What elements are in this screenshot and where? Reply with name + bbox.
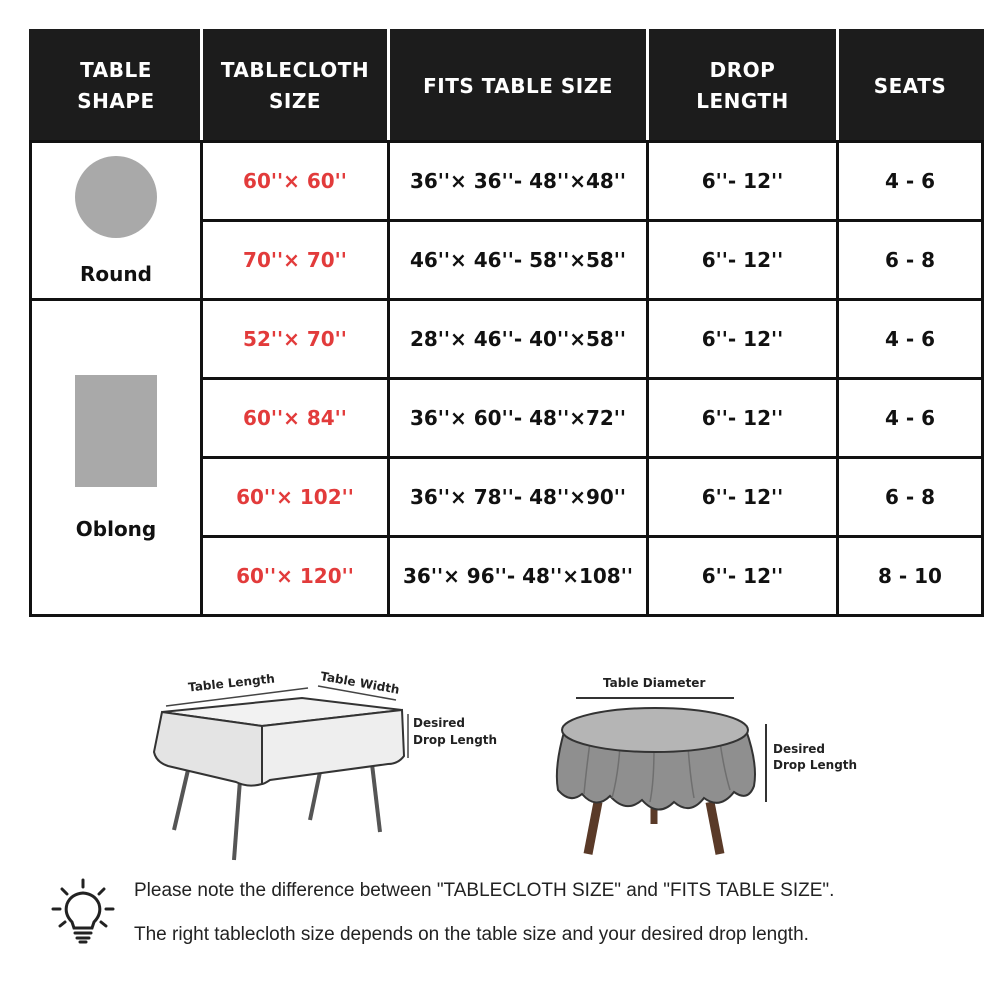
size-chart-table — [29, 29, 984, 617]
seats-cell: 4 - 6 — [838, 379, 983, 458]
fits-size-cell: 36''× 36''- 48''×48'' — [389, 142, 648, 221]
table-header — [31, 31, 983, 142]
shape-label: Round — [80, 261, 152, 286]
tablecloth-size-cell: 60''× 84'' — [202, 379, 389, 458]
header-drop-length: DROP LENGTH — [648, 31, 838, 142]
seats-cell: 6 - 8 — [838, 221, 983, 300]
fits-size-cell: 36''× 78''- 48''×90'' — [389, 458, 648, 537]
seats-cell: 8 - 10 — [838, 537, 983, 616]
seats-cell: 4 - 6 — [838, 142, 983, 221]
seats-cell: 4 - 6 — [838, 300, 983, 379]
shape-cell-round — [31, 142, 202, 300]
drop-length-label-line2: Drop Length — [773, 758, 858, 772]
drop-length-cell: 6''- 12'' — [648, 458, 838, 537]
header-fits-table-size: FITS TABLE SIZE — [389, 31, 648, 142]
shape-cell-oblong — [31, 300, 202, 616]
tablecloth-front-drop — [154, 712, 262, 786]
header-table-shape: TABLE SHAPE — [31, 31, 202, 142]
table-leg — [588, 802, 598, 854]
fits-size-cell: 46''× 46''- 58''×58'' — [389, 221, 648, 300]
drop-length-label-line1: Desired — [413, 716, 466, 730]
table-row — [31, 142, 983, 221]
note-line-2: The right tablecloth size depends on the table size and your desired drop length. — [134, 924, 809, 945]
rectangle-shape-icon — [75, 375, 157, 487]
table-leg — [174, 770, 188, 830]
round-tablecloth-top — [562, 708, 748, 752]
drop-length-cell: 6''- 12'' — [648, 142, 838, 221]
shape-label: Oblong — [75, 516, 157, 541]
drop-length-cell: 6''- 12'' — [648, 379, 838, 458]
tablecloth-size-cell: 60''× 102'' — [202, 458, 389, 537]
fits-size-cell: 28''× 46''- 40''×58'' — [389, 300, 648, 379]
drop-length-cell: 6''- 12'' — [648, 537, 838, 616]
tablecloth-size-cell: 52''× 70'' — [202, 300, 389, 379]
table-leg — [710, 802, 720, 854]
circle-shape-icon — [75, 156, 157, 238]
tablecloth-size-cell: 60''× 60'' — [202, 142, 389, 221]
table-leg — [372, 764, 380, 832]
table-body — [31, 142, 983, 616]
round-table-diagram — [550, 672, 870, 862]
table-leg — [234, 780, 240, 860]
lightbulb-icon — [50, 876, 116, 946]
drop-length-label-line1: Desired — [773, 742, 826, 756]
tablecloth-size-cell: 60''× 120'' — [202, 537, 389, 616]
fits-size-cell: 36''× 60''- 48''×72'' — [389, 379, 648, 458]
table-leg — [310, 772, 320, 820]
table-row — [31, 300, 983, 379]
table-length-label: Table Length — [187, 671, 276, 695]
table-diameter-label: Table Diameter — [603, 676, 706, 690]
drop-length-label-line2: Drop Length — [413, 733, 498, 747]
note-line-1: Please note the difference between "TABLECLOTH SIZE" and "FITS TABLE SIZE". — [134, 880, 835, 901]
rectangular-table-diagram — [140, 660, 520, 870]
header-seats: SEATS — [838, 31, 983, 142]
drop-length-cell: 6''- 12'' — [648, 300, 838, 379]
seats-cell: 6 - 8 — [838, 458, 983, 537]
fits-size-cell: 36''× 96''- 48''×108'' — [389, 537, 648, 616]
table-width-label: Table Width — [319, 669, 401, 697]
header-tablecloth-size: TABLECLOTH SIZE — [202, 31, 389, 142]
tablecloth-size-cell: 70''× 70'' — [202, 221, 389, 300]
drop-length-cell: 6''- 12'' — [648, 221, 838, 300]
